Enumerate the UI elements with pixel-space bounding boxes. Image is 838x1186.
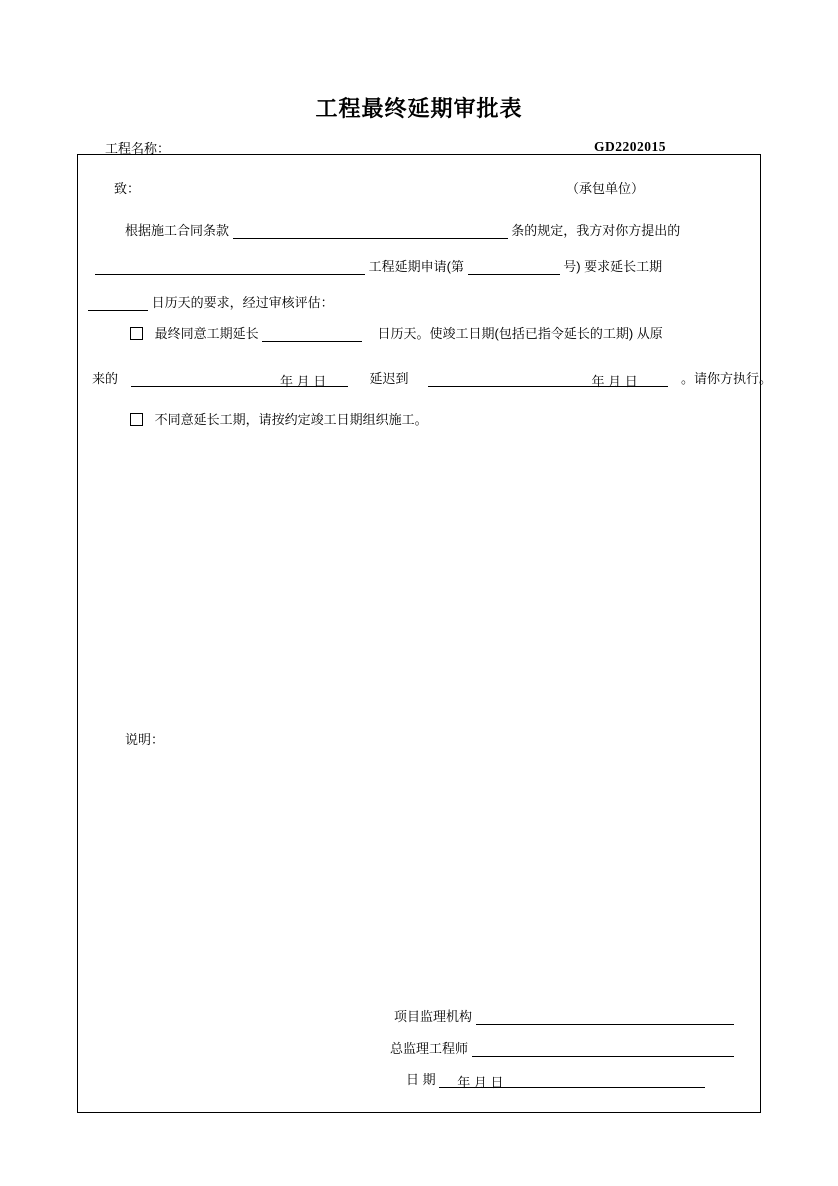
- option-reject-row: [130, 409, 428, 428]
- signature-chief-label: 总监理工程师: [390, 1041, 469, 1056]
- signature-org-row: [394, 1006, 734, 1025]
- application-mid: 工程延期申请(第: [368, 259, 464, 274]
- note-label: 说明：: [125, 732, 165, 747]
- signature-chief-input[interactable]: [472, 1041, 734, 1057]
- option-approve-suffix: 。请你方执行。: [681, 371, 773, 386]
- signature-org-label: 项目监理机构: [394, 1009, 473, 1024]
- option-approve-prefix: 最终同意工期延长: [154, 326, 259, 341]
- signature-date-text: 年 月 日: [457, 1075, 504, 1090]
- signature-chief-row: [390, 1038, 734, 1057]
- clause-row: [125, 220, 680, 239]
- approve-days-input[interactable]: [262, 326, 362, 342]
- days-row: [88, 292, 334, 311]
- contractor-hint: （承包单位）: [566, 181, 645, 196]
- application-suffix: 号) 要求延长工期: [563, 259, 663, 274]
- original-date-input[interactable]: [131, 371, 348, 387]
- signature-org-input[interactable]: [476, 1009, 734, 1025]
- original-date-text: 年 月 日: [280, 374, 327, 389]
- application-name-input[interactable]: [95, 259, 365, 275]
- page-title: 工程最终延期审批表: [315, 96, 523, 121]
- days-input[interactable]: [88, 295, 148, 311]
- application-number-input[interactable]: [468, 259, 560, 275]
- new-date-input[interactable]: [428, 371, 668, 387]
- clause-suffix: 条的规定，我方对你方提出的: [511, 223, 681, 238]
- project-name-label: 工程名称：: [105, 141, 171, 156]
- signature-date-row: [406, 1069, 705, 1088]
- clause-input[interactable]: [233, 223, 508, 239]
- to-label: 致：: [114, 181, 141, 196]
- signature-date-label: 日 期: [406, 1072, 436, 1087]
- clause-prefix: 根据施工合同条款: [125, 223, 230, 238]
- delay-to-label: 延迟到: [369, 371, 409, 386]
- checkbox-approve[interactable]: [130, 327, 143, 340]
- option-approve-mid: 日历天。使竣工日期(包括已指令延长的工期) 从原: [377, 326, 663, 341]
- option-approve-row: [130, 323, 663, 342]
- signature-date-input[interactable]: [439, 1072, 705, 1088]
- application-row: [95, 256, 662, 275]
- days-suffix: 日历天的要求，经过审核评估：: [151, 295, 334, 310]
- option-approve-dates-row: [92, 368, 772, 387]
- checkbox-reject[interactable]: [130, 413, 143, 426]
- form-code: GD2202015: [594, 139, 666, 154]
- original-date-prefix: 来的: [92, 371, 119, 386]
- option-reject-label: 不同意延长工期，请按约定竣工日期组织施工。: [154, 412, 428, 427]
- new-date-text: 年 月 日: [591, 374, 638, 389]
